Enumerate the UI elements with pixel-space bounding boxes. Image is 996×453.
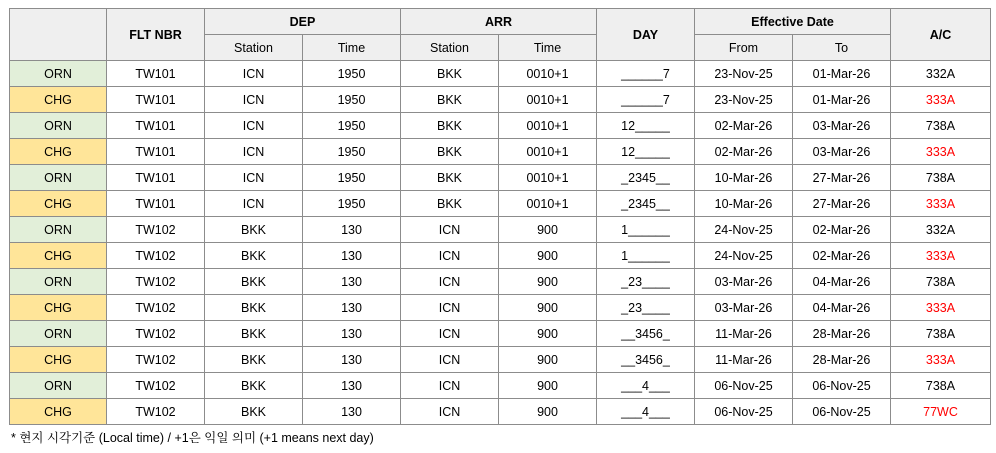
arr-station-cell: ICN: [401, 321, 499, 347]
day-cell: 12_____: [597, 139, 695, 165]
row-type-cell: ORN: [10, 61, 107, 87]
from-date-cell: 10-Mar-26: [695, 165, 793, 191]
flight-number-cell: TW101: [107, 165, 205, 191]
row-type-cell: CHG: [10, 295, 107, 321]
arr-station-cell: ICN: [401, 243, 499, 269]
dep-station-cell: ICN: [205, 191, 303, 217]
flight-number-cell: TW102: [107, 269, 205, 295]
row-type-cell: CHG: [10, 347, 107, 373]
from-date-cell: 02-Mar-26: [695, 113, 793, 139]
dep-station-cell: BKK: [205, 269, 303, 295]
dep-station-cell: BKK: [205, 373, 303, 399]
row-type-cell: ORN: [10, 321, 107, 347]
dep-time-cell: 130: [303, 217, 401, 243]
to-date-cell: 04-Mar-26: [793, 295, 891, 321]
dep-time-cell: 130: [303, 243, 401, 269]
flight-number-cell: TW101: [107, 113, 205, 139]
arr-station-cell: BKK: [401, 113, 499, 139]
to-date-cell: 27-Mar-26: [793, 191, 891, 217]
to-date-cell: 28-Mar-26: [793, 321, 891, 347]
dep-time-cell: 1950: [303, 113, 401, 139]
row-type-cell: ORN: [10, 373, 107, 399]
arr-station-cell: ICN: [401, 295, 499, 321]
table-row: [10, 373, 991, 399]
dep-time-cell: 1950: [303, 191, 401, 217]
header-dep: DEP: [205, 9, 401, 35]
table-row: [10, 87, 991, 113]
aircraft-cell: 738A: [891, 269, 991, 295]
table-row: [10, 295, 991, 321]
day-cell: 1______: [597, 243, 695, 269]
arr-station-cell: ICN: [401, 347, 499, 373]
row-type-cell: ORN: [10, 217, 107, 243]
flight-number-cell: TW101: [107, 87, 205, 113]
arr-time-cell: 0010+1: [499, 113, 597, 139]
dep-station-cell: BKK: [205, 347, 303, 373]
day-cell: ___4___: [597, 399, 695, 425]
schedule-rows: [10, 61, 991, 425]
day-cell: 1______: [597, 217, 695, 243]
row-type-cell: CHG: [10, 139, 107, 165]
from-date-cell: 10-Mar-26: [695, 191, 793, 217]
to-date-cell: 03-Mar-26: [793, 139, 891, 165]
dep-station-cell: BKK: [205, 321, 303, 347]
day-cell: __3456_: [597, 321, 695, 347]
arr-station-cell: BKK: [401, 191, 499, 217]
day-cell: _23____: [597, 295, 695, 321]
day-cell: 12_____: [597, 113, 695, 139]
aircraft-cell: 333A: [891, 243, 991, 269]
to-date-cell: 06-Nov-25: [793, 399, 891, 425]
arr-time-cell: 900: [499, 347, 597, 373]
to-date-cell: 01-Mar-26: [793, 87, 891, 113]
from-date-cell: 06-Nov-25: [695, 373, 793, 399]
aircraft-cell: 333A: [891, 139, 991, 165]
flight-number-cell: TW102: [107, 347, 205, 373]
dep-time-cell: 1950: [303, 165, 401, 191]
flight-number-cell: TW102: [107, 373, 205, 399]
dep-station-cell: BKK: [205, 243, 303, 269]
flight-number-cell: TW101: [107, 139, 205, 165]
arr-station-cell: BKK: [401, 61, 499, 87]
aircraft-cell: 332A: [891, 61, 991, 87]
dep-station-cell: BKK: [205, 217, 303, 243]
aircraft-cell: 332A: [891, 217, 991, 243]
arr-station-cell: BKK: [401, 139, 499, 165]
aircraft-cell: 333A: [891, 295, 991, 321]
from-date-cell: 06-Nov-25: [695, 399, 793, 425]
header-effective-date: Effective Date: [695, 9, 891, 35]
table-row: [10, 113, 991, 139]
from-date-cell: 11-Mar-26: [695, 321, 793, 347]
aircraft-cell: 333A: [891, 347, 991, 373]
arr-station-cell: BKK: [401, 165, 499, 191]
dep-time-cell: 130: [303, 347, 401, 373]
header-arr-station: Station: [401, 35, 499, 61]
flight-number-cell: TW102: [107, 243, 205, 269]
to-date-cell: 02-Mar-26: [793, 243, 891, 269]
dep-time-cell: 1950: [303, 139, 401, 165]
dep-time-cell: 130: [303, 321, 401, 347]
arr-time-cell: 900: [499, 399, 597, 425]
from-date-cell: 11-Mar-26: [695, 347, 793, 373]
day-cell: _2345__: [597, 165, 695, 191]
day-cell: __3456_: [597, 347, 695, 373]
table-row: [10, 399, 991, 425]
table-row: [10, 61, 991, 87]
aircraft-cell: 77WC: [891, 399, 991, 425]
row-type-cell: CHG: [10, 191, 107, 217]
arr-time-cell: 0010+1: [499, 139, 597, 165]
aircraft-cell: 738A: [891, 321, 991, 347]
aircraft-cell: 738A: [891, 373, 991, 399]
arr-time-cell: 0010+1: [499, 165, 597, 191]
to-date-cell: 01-Mar-26: [793, 61, 891, 87]
aircraft-cell: 333A: [891, 191, 991, 217]
arr-time-cell: 0010+1: [499, 87, 597, 113]
dep-station-cell: ICN: [205, 87, 303, 113]
flight-number-cell: TW101: [107, 191, 205, 217]
from-date-cell: 02-Mar-26: [695, 139, 793, 165]
arr-station-cell: ICN: [401, 373, 499, 399]
arr-time-cell: 0010+1: [499, 191, 597, 217]
dep-station-cell: ICN: [205, 165, 303, 191]
aircraft-cell: 333A: [891, 87, 991, 113]
footnote: * 현지 시각기준 (Local time) / +1은 익일 의미 (+1 means next day): [11, 431, 374, 445]
row-type-cell: ORN: [10, 269, 107, 295]
flight-number-cell: TW102: [107, 295, 205, 321]
arr-time-cell: 900: [499, 295, 597, 321]
dep-station-cell: BKK: [205, 399, 303, 425]
dep-time-cell: 130: [303, 269, 401, 295]
flight-schedule-table: [9, 8, 991, 425]
from-date-cell: 23-Nov-25: [695, 87, 793, 113]
arr-station-cell: BKK: [401, 87, 499, 113]
day-cell: ______7: [597, 87, 695, 113]
to-date-cell: 06-Nov-25: [793, 373, 891, 399]
arr-time-cell: 900: [499, 217, 597, 243]
to-date-cell: 27-Mar-26: [793, 165, 891, 191]
arr-time-cell: 900: [499, 373, 597, 399]
table-row: [10, 243, 991, 269]
table-row: [10, 165, 991, 191]
dep-station-cell: ICN: [205, 139, 303, 165]
header-flt-nbr: FLT NBR: [107, 9, 205, 61]
row-type-cell: CHG: [10, 87, 107, 113]
arr-time-cell: 900: [499, 269, 597, 295]
to-date-cell: 03-Mar-26: [793, 113, 891, 139]
flight-number-cell: TW102: [107, 321, 205, 347]
dep-station-cell: ICN: [205, 61, 303, 87]
row-type-cell: ORN: [10, 165, 107, 191]
day-cell: ___4___: [597, 373, 695, 399]
header-from: From: [695, 35, 793, 61]
table-row: [10, 139, 991, 165]
dep-time-cell: 130: [303, 373, 401, 399]
day-cell: _23____: [597, 269, 695, 295]
header-dep-time: Time: [303, 35, 401, 61]
table-row: [10, 217, 991, 243]
arr-station-cell: ICN: [401, 269, 499, 295]
header-dep-station: Station: [205, 35, 303, 61]
dep-time-cell: 130: [303, 295, 401, 321]
table-row: [10, 269, 991, 295]
row-type-cell: CHG: [10, 243, 107, 269]
to-date-cell: 02-Mar-26: [793, 217, 891, 243]
arr-time-cell: 0010+1: [499, 61, 597, 87]
table-row: [10, 347, 991, 373]
from-date-cell: 03-Mar-26: [695, 269, 793, 295]
flight-number-cell: TW102: [107, 217, 205, 243]
aircraft-cell: 738A: [891, 165, 991, 191]
header-day: DAY: [597, 9, 695, 61]
row-type-cell: CHG: [10, 399, 107, 425]
dep-station-cell: ICN: [205, 113, 303, 139]
flight-number-cell: TW101: [107, 61, 205, 87]
arr-time-cell: 900: [499, 243, 597, 269]
arr-station-cell: ICN: [401, 217, 499, 243]
header-arr-time: Time: [499, 35, 597, 61]
row-type-cell: ORN: [10, 113, 107, 139]
header-to: To: [793, 35, 891, 61]
aircraft-cell: 738A: [891, 113, 991, 139]
dep-time-cell: 1950: [303, 61, 401, 87]
from-date-cell: 23-Nov-25: [695, 61, 793, 87]
header-arr: ARR: [401, 9, 597, 35]
day-cell: ______7: [597, 61, 695, 87]
flight-number-cell: TW102: [107, 399, 205, 425]
to-date-cell: 28-Mar-26: [793, 347, 891, 373]
table-row: [10, 321, 991, 347]
from-date-cell: 03-Mar-26: [695, 295, 793, 321]
arr-time-cell: 900: [499, 321, 597, 347]
table-row: [10, 191, 991, 217]
arr-station-cell: ICN: [401, 399, 499, 425]
header-type: [10, 9, 107, 61]
from-date-cell: 24-Nov-25: [695, 217, 793, 243]
day-cell: _2345__: [597, 191, 695, 217]
header-ac: A/C: [891, 9, 991, 61]
from-date-cell: 24-Nov-25: [695, 243, 793, 269]
dep-station-cell: BKK: [205, 295, 303, 321]
to-date-cell: 04-Mar-26: [793, 269, 891, 295]
dep-time-cell: 130: [303, 399, 401, 425]
dep-time-cell: 1950: [303, 87, 401, 113]
